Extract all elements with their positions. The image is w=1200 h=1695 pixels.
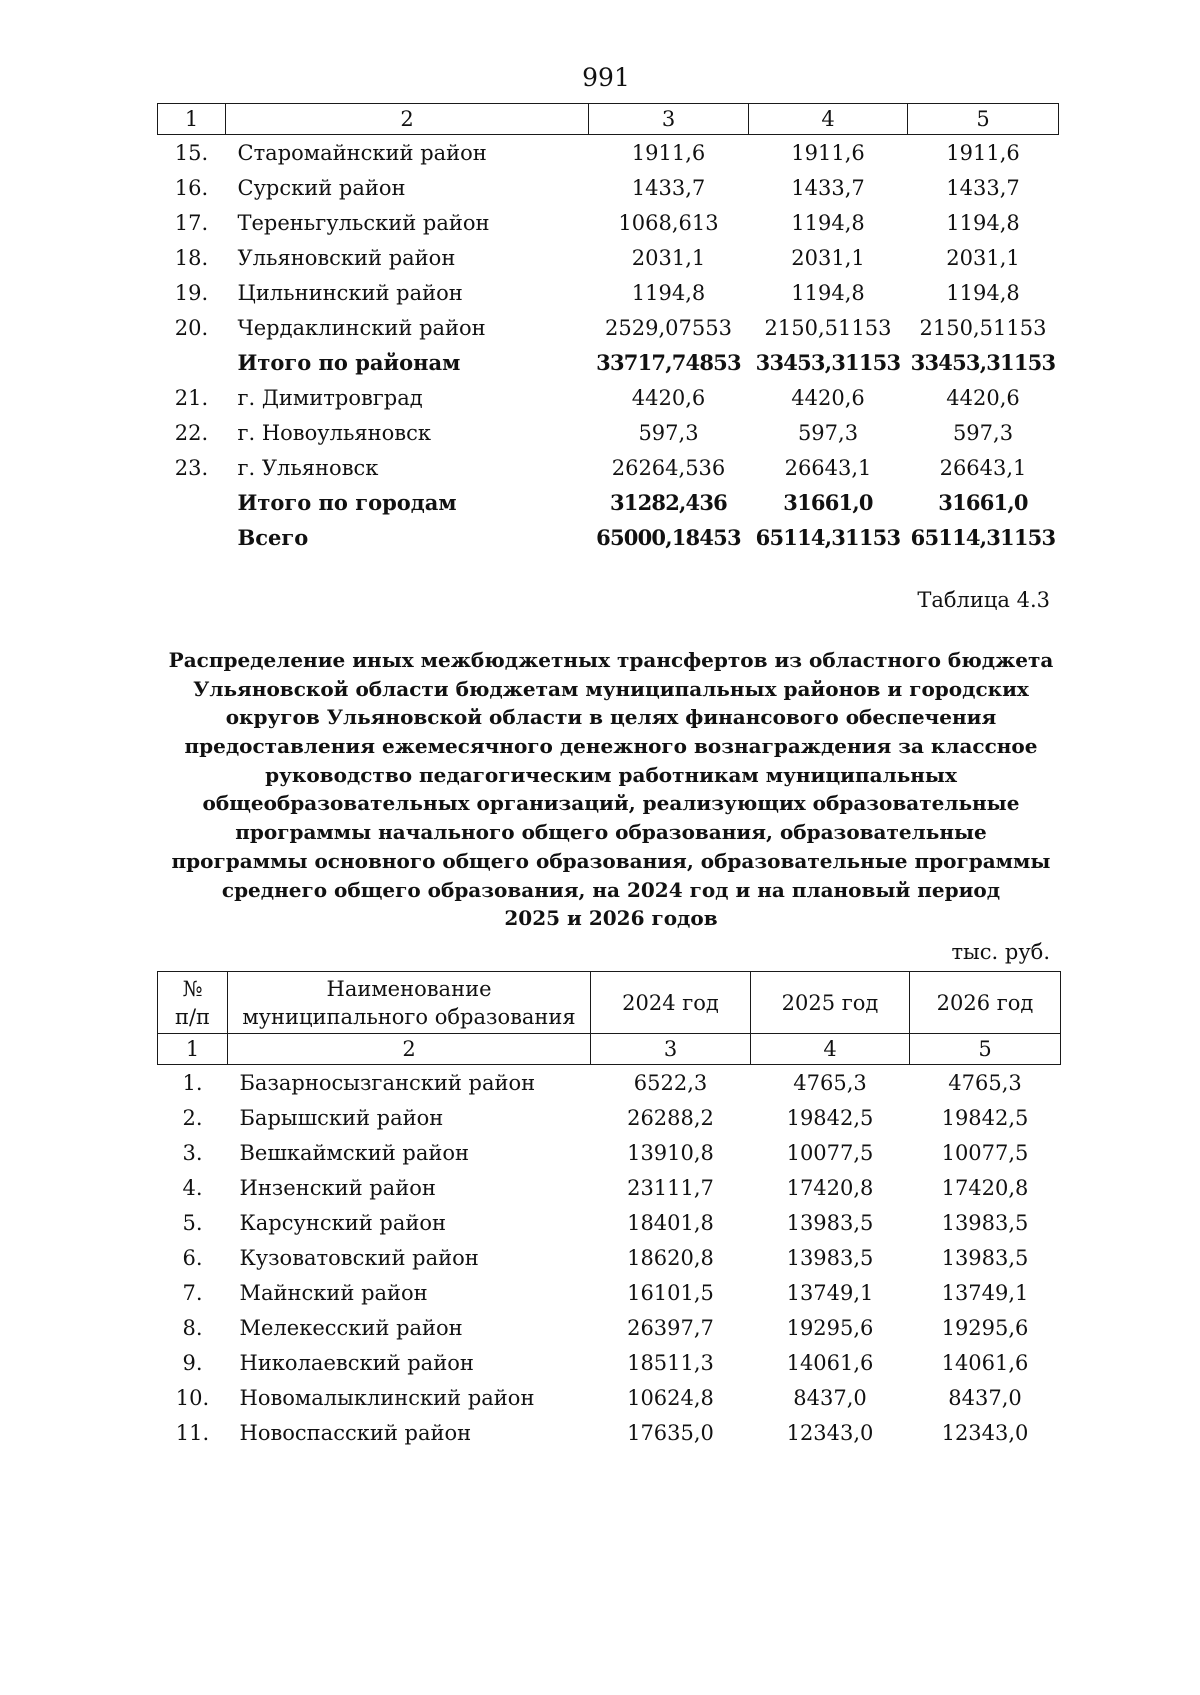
- value-2024: 17635,0: [627, 1420, 714, 1445]
- title-line: руководство педагогическим работникам муниципальных: [265, 762, 957, 787]
- municipality-name: г. Димитровград: [237, 385, 423, 410]
- value-2024: 26397,7: [627, 1315, 714, 1340]
- header-name-cell: [228, 972, 591, 1034]
- title-line: программы начального общего образования, образовательные: [235, 820, 987, 845]
- value-col-4: 26643,1: [784, 455, 872, 480]
- municipality-name: г. Ульяновск: [237, 455, 379, 480]
- value-col-5: 1433,7: [946, 175, 1020, 200]
- column-number-row: [158, 104, 1059, 135]
- value-col-4: 4420,6: [791, 385, 865, 410]
- empty-number-cell: [158, 520, 226, 555]
- value-col-5: 2150,51153: [919, 315, 1047, 340]
- value-col-3: 2031,1: [631, 245, 706, 270]
- row-number: 19.: [174, 280, 209, 305]
- empty-number-cell: [158, 345, 226, 380]
- municipality-name: Майнский район: [239, 1280, 428, 1305]
- value-2024: 16101,5: [627, 1280, 714, 1305]
- table-row: [158, 1135, 1061, 1170]
- value-2026: 13983,5: [941, 1210, 1029, 1235]
- table-row: [158, 170, 1059, 205]
- table-row: [158, 1310, 1061, 1345]
- row-number: 15.: [174, 140, 209, 165]
- row-number: 7.: [182, 1280, 203, 1305]
- value-2025: 13983,5: [786, 1245, 874, 1270]
- value-col-3: 31282,436: [609, 490, 727, 515]
- value-col-4: 65114,31153: [755, 525, 901, 550]
- row-number: 11.: [175, 1420, 210, 1445]
- value-2024: 10624,8: [627, 1385, 714, 1410]
- table-row: [158, 1240, 1061, 1275]
- table-row: [158, 1205, 1061, 1240]
- column-number-5: 5: [910, 1034, 1061, 1065]
- value-2025: 17420,8: [786, 1175, 874, 1200]
- table-row: [158, 1170, 1061, 1205]
- page-number: 991: [582, 63, 630, 92]
- row-number: 17.: [174, 210, 209, 235]
- subtotal-row-cities: [158, 485, 1059, 520]
- table-row: [158, 275, 1059, 310]
- municipality-name: Чердаклинский район: [237, 315, 486, 340]
- value-2025: 19295,6: [786, 1315, 874, 1340]
- header-year-2024: 2024 год: [591, 972, 751, 1034]
- value-col-3: 1068,613: [618, 210, 719, 235]
- table-caption: Таблица 4.3: [917, 588, 1050, 612]
- value-col-5: 1194,8: [946, 280, 1020, 305]
- column-number-1: 1: [158, 1034, 228, 1065]
- municipality-name: Барышский район: [239, 1105, 444, 1130]
- value-col-3: 1433,7: [631, 175, 706, 200]
- row-number: 16.: [174, 175, 209, 200]
- value-2024: 13910,8: [627, 1140, 714, 1165]
- municipality-name: Вешкаймский район: [239, 1140, 470, 1165]
- table-title: [22, 646, 1200, 933]
- value-2026: 13983,5: [941, 1245, 1029, 1270]
- table-row: [158, 450, 1059, 485]
- value-col-3: 2529,07553: [605, 315, 732, 340]
- value-2024: 26288,2: [627, 1105, 714, 1130]
- value-2025: 12343,0: [786, 1420, 874, 1445]
- value-2026: 8437,0: [948, 1385, 1022, 1410]
- header-year-2026: 2026 год: [910, 972, 1061, 1034]
- value-col-4: 31661,0: [783, 490, 873, 515]
- table-row: [158, 415, 1059, 450]
- value-col-4: 597,3: [797, 420, 859, 445]
- subtotal-label: Итого по районам: [237, 350, 461, 375]
- value-col-4: 1433,7: [791, 175, 865, 200]
- municipality-name: Инзенский район: [239, 1175, 436, 1200]
- units-label: тыс. руб.: [951, 940, 1050, 964]
- value-2025: 13749,1: [786, 1280, 874, 1305]
- value-col-3: 65000,18453: [596, 525, 741, 550]
- table-row: [158, 1275, 1061, 1310]
- table-row: [158, 240, 1059, 275]
- row-number: 3.: [182, 1140, 203, 1165]
- title-line: округов Ульяновской области в целях финансового обеспечения: [225, 705, 997, 730]
- municipality-name: Мелекесский район: [239, 1315, 463, 1340]
- row-number: 8.: [182, 1315, 203, 1340]
- row-number: 6.: [182, 1245, 203, 1270]
- header-name-line-1: Наименование: [326, 976, 492, 1001]
- value-col-4: 1911,6: [791, 140, 865, 165]
- title-line: среднего общего образования, на 2024 год и на плановый период: [221, 877, 1001, 902]
- row-number: 18.: [174, 245, 209, 270]
- value-col-5: 65114,31153: [910, 525, 1056, 550]
- value-col-4: 33453,31153: [755, 350, 901, 375]
- value-col-5: 1911,6: [946, 140, 1020, 165]
- value-2025: 13983,5: [786, 1210, 874, 1235]
- header-year-2025: 2025 год: [751, 972, 910, 1034]
- value-col-5: 26643,1: [939, 455, 1027, 480]
- row-number: 21.: [174, 385, 209, 410]
- empty-number-cell: [158, 485, 226, 520]
- value-col-4: 2031,1: [791, 245, 865, 270]
- value-2024: 18620,8: [627, 1245, 714, 1270]
- total-row: [158, 520, 1059, 555]
- table-row: [158, 1380, 1061, 1415]
- municipality-name: Николаевский район: [239, 1350, 474, 1375]
- value-col-4: 1194,8: [791, 280, 865, 305]
- value-2026: 12343,0: [941, 1420, 1029, 1445]
- value-col-3: 26264,536: [611, 455, 726, 480]
- table-row: [158, 1100, 1061, 1135]
- header-row: [158, 972, 1061, 1034]
- row-number: 1.: [182, 1070, 203, 1095]
- value-2024: 23111,7: [627, 1175, 714, 1200]
- municipality-name: Новомалыклинский район: [239, 1385, 535, 1410]
- value-col-5: 597,3: [952, 420, 1014, 445]
- municipality-name: Тереньгульский район: [237, 210, 490, 235]
- row-number: 9.: [182, 1350, 203, 1375]
- row-number: 4.: [182, 1175, 203, 1200]
- column-number-row: [158, 1034, 1061, 1065]
- value-2026: 19842,5: [941, 1105, 1029, 1130]
- value-2025: 8437,0: [793, 1385, 867, 1410]
- value-col-3: 1911,6: [631, 140, 706, 165]
- table-continuation: [157, 103, 1059, 555]
- column-number-5: 5: [908, 104, 1059, 135]
- value-2026: 13749,1: [941, 1280, 1029, 1305]
- table-row: [158, 135, 1059, 171]
- municipality-name: Ульяновский район: [237, 245, 456, 270]
- row-number: 20.: [174, 315, 209, 340]
- value-col-3: 597,3: [638, 420, 699, 445]
- table-row: [158, 310, 1059, 345]
- value-2026: 4765,3: [948, 1070, 1022, 1095]
- value-2024: 18401,8: [627, 1210, 714, 1235]
- municipality-name: Цильнинский район: [237, 280, 463, 305]
- table-row: [158, 1345, 1061, 1380]
- row-number: 10.: [175, 1385, 210, 1410]
- row-number: 23.: [174, 455, 209, 480]
- title-line: предоставления ежемесячного денежного вознаграждения за классное: [184, 734, 1038, 759]
- title-line: Распределение иных межбюджетных трансфертов из областного бюджета: [168, 648, 1054, 672]
- subtotal-label: Итого по городам: [237, 490, 457, 515]
- column-number-2: 2: [228, 1034, 591, 1065]
- row-number: 5.: [182, 1210, 203, 1235]
- column-number-4: 4: [751, 1034, 910, 1065]
- value-col-3: 33717,74853: [596, 350, 741, 375]
- row-number: 22.: [174, 420, 209, 445]
- value-2024: 6522,3: [633, 1070, 708, 1095]
- value-col-5: 2031,1: [946, 245, 1020, 270]
- title-line: Ульяновской области бюджетам муниципальных районов и городских: [193, 676, 1029, 701]
- municipality-name: Старомайнский район: [237, 140, 487, 165]
- header-number-cell: [158, 972, 228, 1034]
- header-number-abbrev: п/п: [174, 1004, 211, 1029]
- value-col-3: 4420,6: [631, 385, 706, 410]
- header-number-symbol: №: [182, 976, 203, 1001]
- value-col-5: 31661,0: [938, 490, 1028, 515]
- municipality-name: Карсунский район: [239, 1210, 446, 1235]
- table-row: [158, 205, 1059, 240]
- column-number-2: 2: [226, 104, 589, 135]
- value-2025: 14061,6: [786, 1350, 874, 1375]
- table-4-3: [157, 971, 1061, 1450]
- value-2025: 10077,5: [786, 1140, 874, 1165]
- value-col-4: 1194,8: [791, 210, 865, 235]
- municipality-name: г. Новоульяновск: [237, 420, 432, 445]
- value-col-3: 1194,8: [631, 280, 706, 305]
- column-number-4: 4: [749, 104, 908, 135]
- value-2026: 19295,6: [941, 1315, 1029, 1340]
- column-number-3: 3: [589, 104, 749, 135]
- value-2025: 19842,5: [786, 1105, 874, 1130]
- value-2024: 18511,3: [627, 1350, 714, 1375]
- title-line: 2025 и 2026 годов: [504, 906, 718, 931]
- total-label: Всего: [237, 525, 309, 550]
- row-number: 2.: [182, 1105, 203, 1130]
- subtotal-row-districts: [158, 345, 1059, 380]
- value-col-4: 2150,51153: [764, 315, 892, 340]
- value-col-5: 1194,8: [946, 210, 1020, 235]
- table-row: [158, 1415, 1061, 1450]
- value-2025: 4765,3: [793, 1070, 867, 1095]
- value-2026: 17420,8: [941, 1175, 1029, 1200]
- value-col-5: 33453,31153: [910, 350, 1056, 375]
- header-name-line-2: муниципального образования: [242, 1004, 576, 1029]
- table-row: [158, 380, 1059, 415]
- table-row: [158, 1065, 1061, 1101]
- municipality-name: Базарносызганский район: [239, 1070, 536, 1095]
- municipality-name: Сурский район: [237, 175, 406, 200]
- municipality-name: Кузоватовский район: [239, 1245, 479, 1270]
- column-number-3: 3: [591, 1034, 751, 1065]
- municipality-name: Новоспасский район: [239, 1420, 472, 1445]
- value-2026: 14061,6: [941, 1350, 1029, 1375]
- column-number-1: 1: [158, 104, 226, 135]
- title-line: общеобразовательных организаций, реализующих образовательные: [202, 791, 1020, 816]
- title-line: программы основного общего образования, образовательные программы: [171, 848, 1051, 873]
- value-col-5: 4420,6: [946, 385, 1020, 410]
- value-2026: 10077,5: [941, 1140, 1029, 1165]
